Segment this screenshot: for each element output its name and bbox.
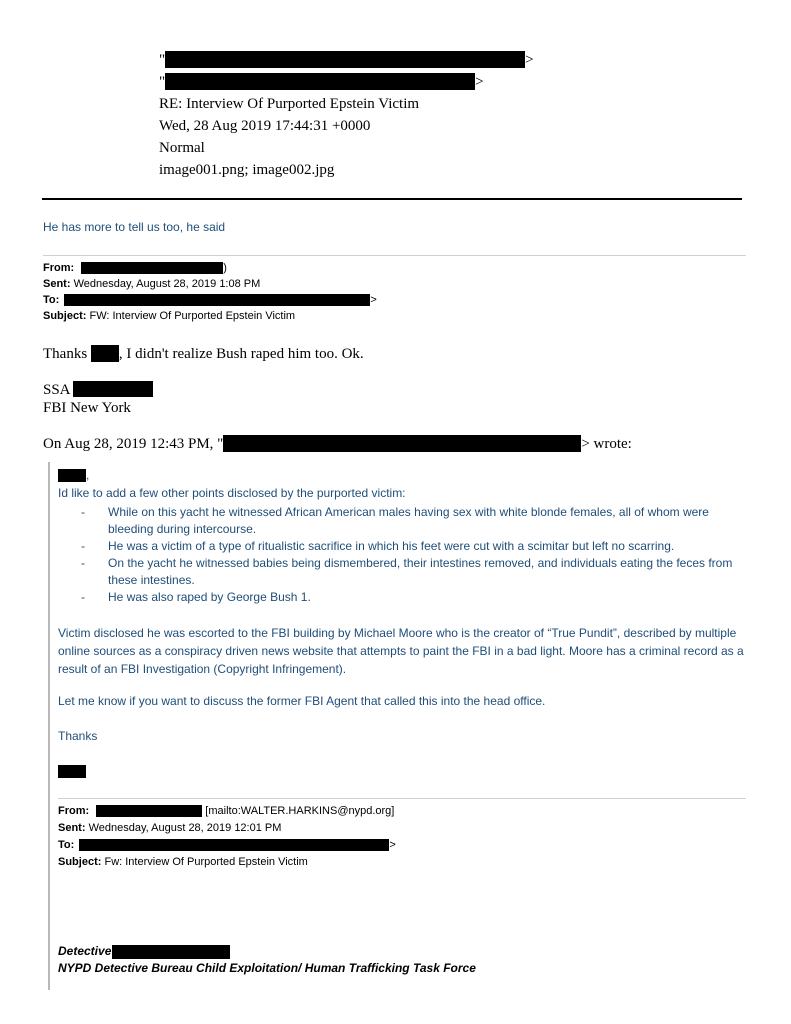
bullet-text: On the yacht he witnessed babies being dismembered, their intestines removed, and individuals eating the feces from these intestines.: [108, 556, 733, 587]
msg2-paragraph-moore: Victim disclosed he was escorted to the FBI building by Michael Moore who is the creator of “True Pundit”, described by multiple online sources as a conspiracy driven news website that attempts to paint the FBI in a bad light. Moore has a criminal record as a result of an FBI Investigation (Copyright Infringement).: [58, 626, 744, 676]
redaction-block: [165, 73, 475, 90]
msg3-sent-label: Sent:: [58, 822, 86, 834]
redaction-block: [165, 51, 525, 68]
msg3-to-suffix: >: [389, 839, 396, 851]
msg2-paragraph-agent: Let me know if you want to discuss the former FBI Agent that called this into the head office.: [58, 694, 546, 708]
header-divider: [42, 198, 742, 200]
msg2-thanks: Thanks: [58, 729, 98, 743]
msg1-subject-value: FW: Interview Of Purported Epstein Victim: [89, 310, 296, 322]
msg1-from-suffix: ): [223, 262, 227, 274]
msg1-quote-attribution: [43, 436, 632, 453]
redaction-block: [96, 805, 202, 817]
msg3-from-label: From:: [58, 805, 90, 817]
msg1-subject-row: [43, 310, 295, 322]
bullet-dash: -: [81, 590, 85, 604]
message-separator: [58, 798, 746, 799]
msg1-sent-label: Sent:: [43, 278, 71, 290]
msg3-sent-value: Wednesday, August 28, 2019 12:01 PM: [88, 822, 282, 834]
redaction-block: [91, 345, 119, 362]
msg2-greeting: [58, 468, 89, 482]
msg3-subject-label: Subject:: [58, 856, 102, 868]
header-from-value: [159, 52, 534, 69]
redaction-block: [58, 469, 86, 482]
msg1-sig-title: SSA: [43, 382, 70, 398]
msg1-body-line: [43, 346, 364, 363]
header-to-value: [159, 74, 484, 91]
message-separator: [43, 255, 746, 256]
header-from-prefix: ": [159, 52, 166, 68]
msg3-subject-value: Fw: Interview Of Purported Epstein Victim: [104, 856, 308, 868]
redaction-block: [81, 262, 223, 274]
msg3-sig-title-row: [58, 944, 230, 959]
header-to-suffix: >: [475, 74, 484, 90]
bullet-dash: -: [81, 539, 85, 553]
msg3-from-row: [58, 805, 394, 817]
list-item: [58, 555, 748, 589]
msg1-thanks-pre: Thanks: [43, 346, 88, 362]
msg1-quote-post: > wrote:: [581, 436, 632, 452]
msg1-sent-value: Wednesday, August 28, 2019 1:08 PM: [73, 278, 261, 290]
msg1-to-suffix: >: [370, 294, 377, 306]
bullet-text: While on this yacht he witnessed African American males having sex with white blonde females, all of whom were bleeding during intercourse.: [108, 505, 709, 536]
redaction-block: [223, 435, 581, 452]
msg3-to-row: [58, 839, 396, 851]
msg2-intro: Id like to add a few other points disclosed by the purported victim:: [58, 486, 406, 500]
redaction-block: [79, 839, 389, 851]
header-importance-value: Normal: [159, 140, 205, 156]
header-subject-value: RE: Interview Of Purported Epstein Victim: [159, 96, 420, 112]
redaction-block: [73, 381, 153, 397]
msg1-sig-title-row: [43, 382, 153, 399]
msg3-sig-unit: NYPD Detective Bureau Child Exploitation/ Human Trafficking Task Force: [58, 961, 476, 975]
msg3-sent-row: [58, 822, 281, 834]
list-item: [58, 538, 748, 555]
msg2-bullet-list: [58, 504, 748, 606]
msg1-subject-label: Subject:: [43, 310, 87, 322]
bullet-text: He was a victim of a type of ritualistic sacrifice in which his feet were cut with a scimitar but left no scarring.: [108, 539, 675, 553]
bullet-dash: -: [81, 556, 85, 570]
msg3-subject-row: [58, 856, 308, 868]
msg1-thanks-post: , I didn't realize Bush raped him too. Ok.: [118, 346, 364, 362]
header-from-suffix: >: [525, 52, 534, 68]
bullet-text: He was also raped by George Bush 1.: [108, 590, 311, 604]
header-inline-images-value: image001.png; image002.jpg: [159, 162, 335, 178]
msg1-to-label: To:: [43, 294, 60, 306]
reply-text: He has more to tell us too, he said: [43, 220, 226, 234]
redaction-block: [64, 294, 370, 306]
msg3-sig-title: Detective: [58, 944, 112, 958]
list-item: [58, 504, 748, 538]
msg1-to-row: [43, 294, 377, 306]
msg1-sig-office: FBI New York: [43, 400, 131, 416]
quote-bar: [48, 462, 50, 990]
redaction-block: [58, 765, 86, 778]
msg3-to-label: To:: [58, 839, 75, 851]
msg1-sent-row: [43, 278, 260, 290]
msg1-quote-pre: On Aug 28, 2019 12:43 PM, ": [43, 436, 224, 452]
header-to-prefix: ": [159, 74, 166, 90]
msg1-from-row: [43, 262, 227, 274]
msg3-from-suffix[interactable]: [mailto:WALTER.HARKINS@nypd.org]: [205, 805, 395, 817]
msg2-greeting-suffix: ,: [86, 468, 90, 482]
header-date-value: Wed, 28 Aug 2019 17:44:31 +0000: [159, 118, 371, 134]
redaction-block: [112, 945, 230, 959]
msg1-from-label: From:: [43, 262, 75, 274]
bullet-dash: -: [81, 505, 85, 519]
list-item: [58, 589, 748, 606]
